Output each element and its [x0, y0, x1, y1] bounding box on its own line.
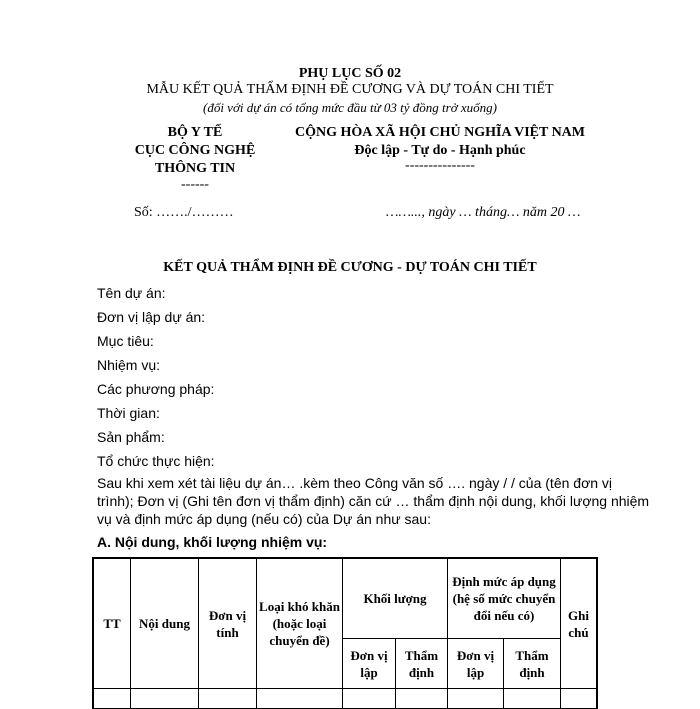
country-name: CỘNG HÒA XÃ HỘI CHỦ NGHĨA VIỆT NAM [294, 125, 585, 140]
table-cell [396, 689, 448, 709]
field-tasks: Nhiệm vụ: [97, 357, 161, 373]
field-methods: Các phương pháp: [97, 381, 215, 397]
header-notes: Ghi chú [561, 559, 597, 689]
table-cell [257, 689, 343, 709]
header-unit: Đơn vị tính [199, 559, 257, 689]
field-product: Sản phẩm: [97, 429, 165, 445]
org-divider: ------ [181, 177, 209, 192]
table-cell [199, 689, 257, 709]
issuing-organization [112, 124, 278, 192]
field-time: Thời gian: [97, 405, 160, 421]
table-header-row [94, 559, 597, 639]
header-content: Nội dung [131, 559, 199, 689]
document-number: Số: ……./……… [134, 205, 234, 220]
department-name-line1: CỤC CÔNG NGHỆ [134, 143, 256, 158]
header-volume: Khối lượng [343, 559, 448, 639]
table-cell [131, 689, 199, 709]
header-tt: TT [94, 559, 131, 689]
paragraph-line: trình); Đơn vị (Ghi tên đơn vị thẩm định) căn cứ … thẩm định nội dung, khối lượng nhiệm [97, 493, 650, 509]
field-implementation: Tổ chức thực hiện: [97, 453, 215, 469]
table-cell [561, 689, 597, 709]
appendix-title: PHỤ LỤC SỐ 02 [298, 66, 402, 81]
task-volume-table [93, 558, 597, 709]
motto: Độc lập - Tự do - Hạnh phúc [354, 143, 526, 158]
field-project-name: Tên dự án: [97, 285, 166, 301]
table-cell [343, 689, 396, 709]
table-cell [504, 689, 561, 709]
main-title: KẾT QUẢ THẨM ĐỊNH ĐỀ CƯƠNG - DỰ TOÁN CHI TIẾT [163, 260, 537, 275]
appendix-note: (đối với dự án có tổng mức đầu từ 03 tỷ đồng trở xuống) [202, 100, 498, 115]
subheader-volume-appraisal: Thẩm định [396, 639, 448, 689]
department-name-line2: THÔNG TIN [154, 161, 236, 176]
national-motto [282, 124, 598, 172]
header-difficulty: Loại khó khăn (hoặc loại chuyển đề) [257, 559, 343, 689]
paragraph-line: vụ và định mức áp dụng (nếu có) của Dự án như sau: [97, 511, 431, 527]
subheader-volume-unit: Đơn vị lập [343, 639, 396, 689]
field-project-unit: Đơn vị lập dự án: [97, 309, 206, 325]
intro-paragraph [97, 474, 650, 528]
appendix-subtitle: MẪU KẾT QUẢ THẨM ĐỊNH ĐỀ CƯƠNG VÀ DỰ TOÁN CHI TIẾT [146, 82, 554, 97]
section-a-heading: A. Nội dung, khối lượng nhiệm vụ: [97, 534, 328, 550]
table-row [94, 689, 597, 709]
field-objective: Mục tiêu: [97, 333, 154, 349]
table-cell [448, 689, 504, 709]
subheader-norm-unit: Đơn vị lập [448, 639, 504, 689]
paragraph-line: Sau khi xem xét tài liệu dự án… .kèm theo Công văn số …. ngày / / của (tên đơn vị [97, 475, 613, 491]
ministry-name: BỘ Y TẾ [167, 125, 223, 140]
motto-divider: --------------- [405, 158, 475, 173]
subheader-norm-appraisal: Thẩm định [504, 639, 561, 689]
table-cell [94, 689, 131, 709]
document-date: ……..., ngày … tháng… năm 20 … [386, 205, 581, 220]
header-norm: Định mức áp dụng (hệ số mức chuyển đổi nếu có) [448, 559, 561, 639]
